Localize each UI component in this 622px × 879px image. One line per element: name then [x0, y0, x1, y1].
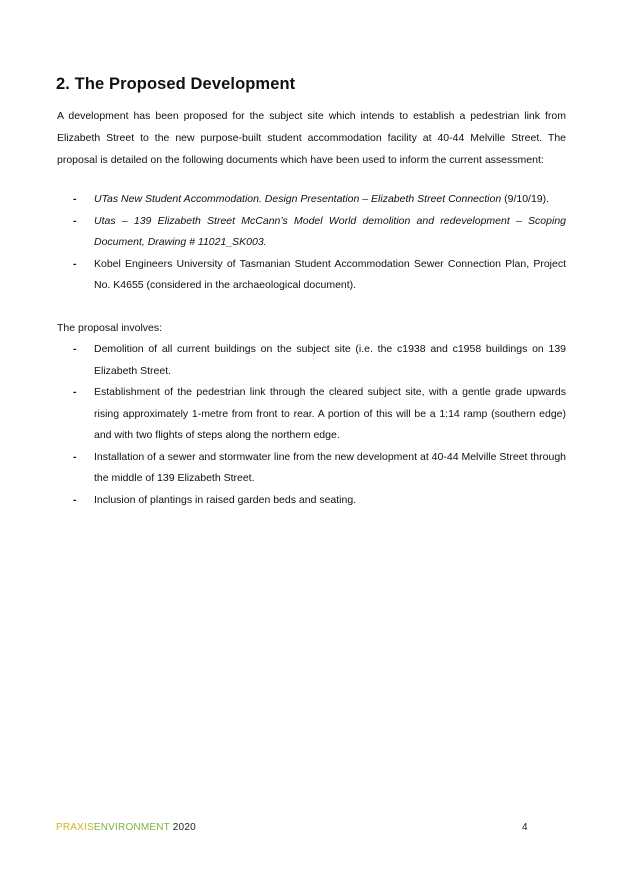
- bullet-dash: -: [73, 343, 77, 355]
- list-item-text: Establishment of the pedestrian link through the cleared subject site, with a gentle grade upwards rising approximately 1-metre from front to rear. A portion of this will be a 1:14 ramp (southern edge) and with two flights of steps along the northern edge.: [94, 386, 566, 441]
- list-item-text: Installation of a sewer and stormwater line from the new development at 40-44 Melville Street through the middle of 139 Elizabeth Street.: [94, 450, 566, 484]
- list-item: [57, 447, 566, 490]
- list-item-text: Inclusion of plantings in raised garden beds and seating.: [94, 493, 357, 506]
- list-item: [57, 382, 566, 447]
- bullet-dash: -: [73, 193, 77, 205]
- bullet-dash: -: [73, 493, 77, 506]
- list-item: [57, 490, 566, 512]
- list-item: [57, 254, 566, 297]
- list-item: [57, 339, 566, 382]
- involves-list: [57, 339, 566, 511]
- brand-praxis: PRAXIS: [56, 822, 94, 833]
- bullet-dash: -: [73, 386, 77, 398]
- list-item-text: [94, 211, 566, 254]
- intro-paragraph: A development has been proposed for the subject site which intends to establish a pedestrian link from Elizabeth Street to the new purpose-built student accommodation facility at 40-44 Melville Street. The proposal is detailed on the following documents which have been used to inform the current assessment:: [57, 110, 566, 166]
- documents-list: [57, 189, 566, 297]
- list-item-text: [94, 189, 566, 211]
- bullet-dash: -: [73, 257, 77, 270]
- section-heading: 2. The Proposed Development: [56, 75, 296, 93]
- page-number: 4: [522, 822, 528, 833]
- document-title: Utas – 139 Elizabeth Street McCann’s Model World demolition and redevelopment – Scoping Document, Drawing # 11021_SK003.: [94, 214, 566, 248]
- footer-year: 2020: [169, 822, 196, 833]
- list-item-text: Demolition of all current buildings on the subject site (i.e. the c1938 and c1958 buildings on 139 Elizabeth Street.: [94, 343, 566, 377]
- brand-environment: ENVIRONMENT: [93, 822, 170, 833]
- involves-label: The proposal involves:: [57, 322, 163, 334]
- list-item-text: [94, 254, 566, 297]
- footer-brand: [56, 822, 196, 833]
- document-title: UTas New Student Accommodation. Design Presentation – Elizabeth Street Connection: [94, 193, 502, 205]
- document-detail: (9/10/19).: [501, 193, 550, 205]
- document-detail: Kobel Engineers University of Tasmanian Student Accommodation Sewer Connection Plan, Project No. K4655 (considered in the archaeological document).: [94, 257, 566, 291]
- bullet-dash: -: [73, 214, 77, 227]
- bullet-dash: -: [73, 450, 77, 463]
- list-item: [57, 211, 566, 254]
- list-item: [57, 189, 566, 211]
